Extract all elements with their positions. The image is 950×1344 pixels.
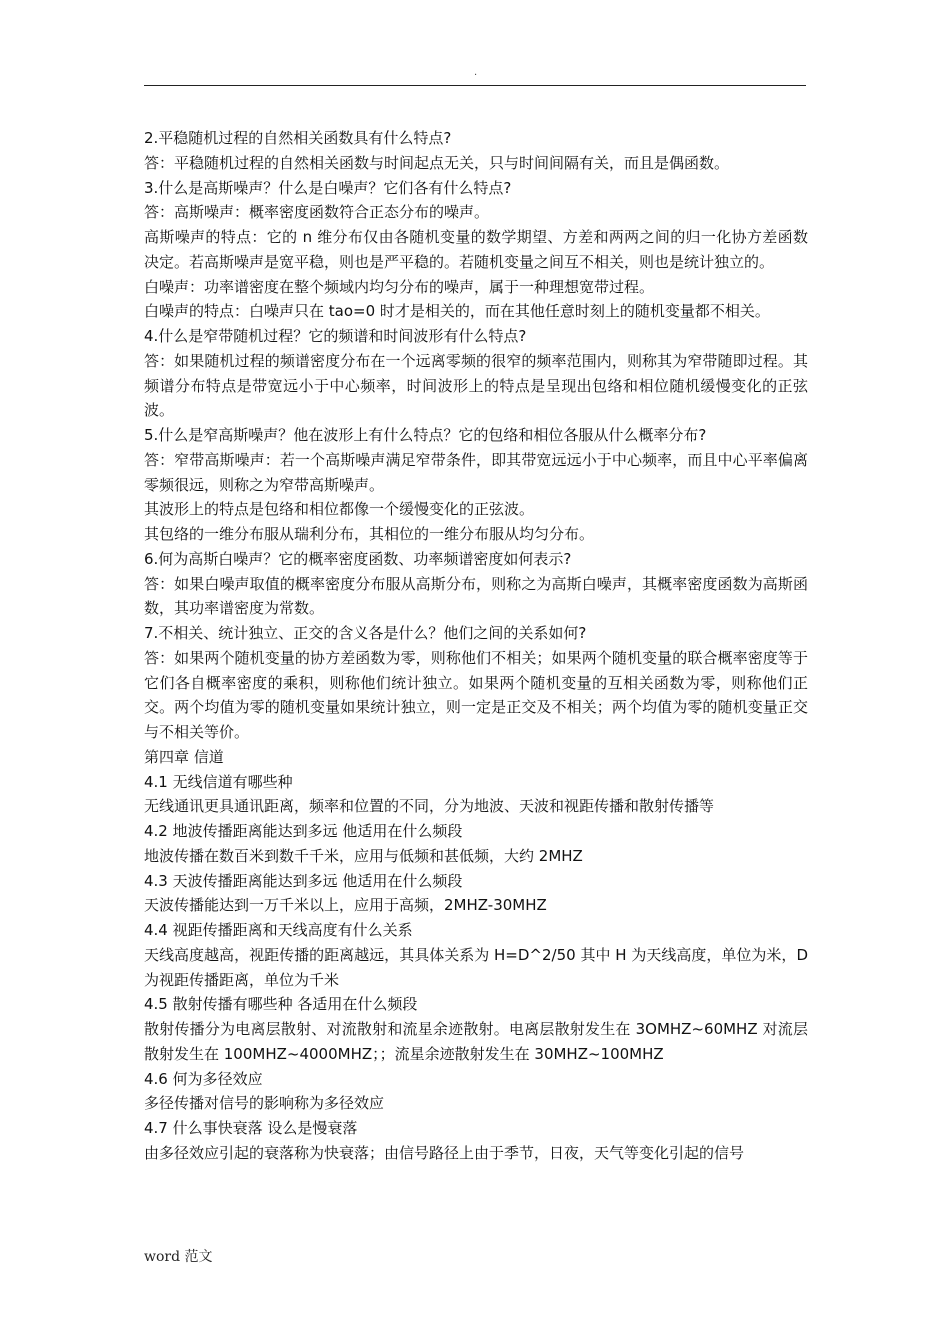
- chapter-heading: 第四章 信道: [144, 747, 224, 766]
- question-5: 5.什么是窄高斯噪声？他在波形上有什么特点？它的包络和相位各服从什么概率分布?: [144, 426, 707, 444]
- question-6: 6.何为高斯白噪声？它的概率密度函数、功率频谱密度如何表示?: [144, 549, 572, 568]
- section-4-7-heading: 4.7 什么事快衰落 设么是慢衰落: [144, 1119, 358, 1137]
- question-2: 2.平稳随机过程的自然相关函数具有什么特点?: [144, 129, 452, 147]
- section-4-3-heading: 4.3 天波传播距离能达到多远 他适用在什么频段: [144, 871, 463, 890]
- page-footer: word 范文: [144, 1249, 213, 1265]
- answer-3-gaussian: 答：高斯噪声：概率密度函数符合正态分布的噪声。: [144, 203, 490, 222]
- section-4-5-heading: 4.5 散射传播有哪些种 各适用在什么频段: [144, 995, 418, 1014]
- section-4-1-text: 无线通讯更具通讯距离，频率和位置的不同，分为地波、天波和视距传播和散射传播等: [144, 797, 715, 816]
- answer-2: 答：平稳随机过程的自然相关函数与时间起点无关，只与时间间隔有关，而且是偶函数。: [144, 153, 730, 172]
- document-body: [144, 126, 808, 1166]
- answer-7: 答：如果两个随机变量的协方差函数为零，则称他们不相关；如果两个随机变量的联合概率密度等于它们各自概率密度的乘积，则称他们统计独立。如果两个随机变量的互相关函数为零，则称他们正交。两个均值为零的随机变量如果统计独立，则一定是正交及不相关；两个均值为零的随机变量正交与不相关等价。: [144, 648, 808, 741]
- answer-3-white-features: 白噪声的特点：白噪声只在 tao=0 时才是相关的，而在其他任意时刻上的随机变量都不相关。: [144, 302, 770, 321]
- header-mark: .: [474, 67, 478, 78]
- section-4-2-text: 地波传播在数百米到数千千米，应用与低频和甚低频，大约 2MHZ: [144, 846, 583, 865]
- answer-5-distribution: 其包络的一维分布服从瑞利分布，其相位的一维分布服从均匀分布。: [144, 525, 595, 543]
- answer-6: 答：如果白噪声取值的概率密度分布服从高斯分布，则称之为高斯白噪声，其概率密度函数为高斯函数，其功率谱密度为常数。: [144, 574, 808, 618]
- section-4-6-heading: 4.6 何为多径效应: [144, 1069, 263, 1088]
- section-4-1-heading: 4.1 无线信道有哪些种: [144, 772, 293, 791]
- answer-3-gaussian-features: 高斯噪声的特点：它的 n 维分布仅由各随机变量的数学期望、方差和两两之间的归一化协方差函数决定。若高斯噪声是宽平稳，则也是严平稳的。若随机变量之间互不相关，则也是统计独立的。: [144, 228, 808, 271]
- question-4: 4.什么是窄带随机过程？它的频谱和时间波形有什么特点?: [144, 327, 527, 345]
- section-4-3-text: 天波传播能达到一万千米以上，应用于高频，2MHZ-30MHZ: [144, 896, 547, 915]
- question-7: 7.不相关、统计独立、正交的含义各是什么？他们之间的关系如何?: [144, 624, 587, 642]
- question-3: 3.什么是高斯噪声？什么是白噪声？它们各有什么特点?: [144, 178, 512, 197]
- section-4-4-heading: 4.4 视距传播距离和天线高度有什么关系: [144, 921, 413, 939]
- section-4-6-text: 多径传播对信号的影响称为多径效应: [144, 1094, 385, 1113]
- answer-5: 答：窄带高斯噪声：若一个高斯噪声满足窄带条件，即其带宽远远小于中心频率，而且中心平率偏离零频很远，则称之为窄带高斯噪声。: [144, 450, 808, 494]
- section-4-5-text: 散射传播分为电离层散射、对流散射和流星余迹散射。电离层散射发生在 3OMHZ~60MHZ 对流层散射发生在 100MHZ~4000MHZ；；流星余迹散射发生在 30MHZ~100MHZ: [144, 1020, 808, 1063]
- answer-4: 答：如果随机过程的频谱密度分布在一个远离零频的很窄的频率范围内，则称其为窄带随即过程。其频谱分布特点是带宽远小于中心频率，时间波形上的特点是呈现出包络和相位随机缓慢变化的正弦波。: [144, 351, 808, 420]
- answer-3-white: 白噪声：功率谱密度在整个频域内均匀分布的噪声，属于一种理想宽带过程。: [144, 277, 655, 296]
- section-4-7-text: 由多径效应引起的衰落称为快衰落；由信号路径上由于季节，日夜，天气等变化引起的信号: [144, 1143, 745, 1162]
- section-4-4-text: 天线高度越高，视距传播的距离越远，其具体关系为 H=D^2/50 其中 H 为天线高度，单位为米，D 为视距传播距离，单位为千米: [144, 945, 808, 989]
- header-rule: [144, 85, 806, 86]
- section-4-2-heading: 4.2 地波传播距离能达到多远 他适用在什么频段: [144, 822, 463, 840]
- answer-5-waveform: 其波形上的特点是包络和相位都像一个缓慢变化的正弦波。: [144, 500, 535, 519]
